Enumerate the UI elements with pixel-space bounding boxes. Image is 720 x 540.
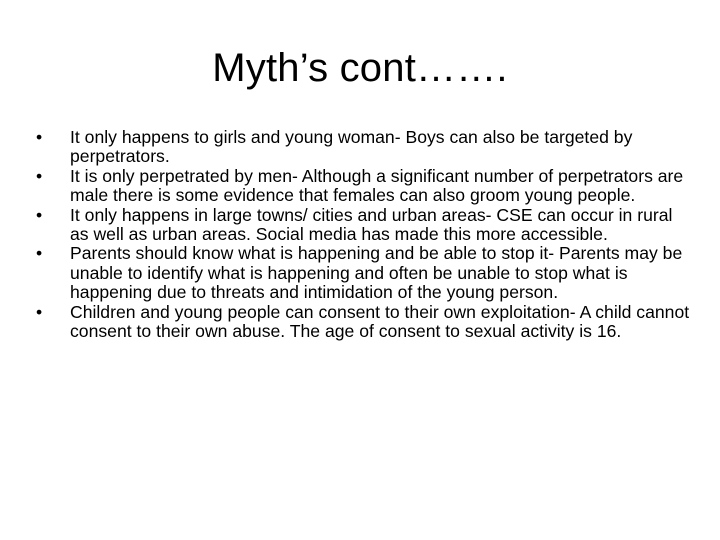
bullet-item [30,303,690,342]
bullet-marker: • [36,301,43,322]
bullet-item [30,128,690,167]
bullet-item [30,244,690,302]
bullet-marker: • [36,165,43,186]
bullet-list [30,128,690,341]
bullet-text: It only happens in large towns/ cities and urban areas- CSE can occur in rural as well as urban areas. Social media has made this more accessible. [70,204,673,245]
slide-title: Myth’s cont……. [212,46,508,90]
bullet-item [30,167,690,206]
bullet-text: It only happens to girls and young woman- Boys can also be targeted by perpetrators. [70,127,633,167]
bullet-marker: • [36,204,43,225]
bullet-marker: • [36,243,43,264]
bullet-text: Parents should know what is happening and be able to stop it- Parents may be unable to identify what is happening and often be unable to stop what is happening due to threats and intimidation of the young person. [70,243,683,303]
bullet-item [30,206,690,245]
bullet-text: It is only perpetrated by men- Although a significant number of perpetrators are male there is some evidence that females can also groom young people. [70,165,684,206]
bullet-marker: • [36,127,43,147]
bullet-text: Children and young people can consent to their own exploitation- A child cannot consent to their own abuse. The age of consent to sexual activity is 16. [70,301,690,342]
